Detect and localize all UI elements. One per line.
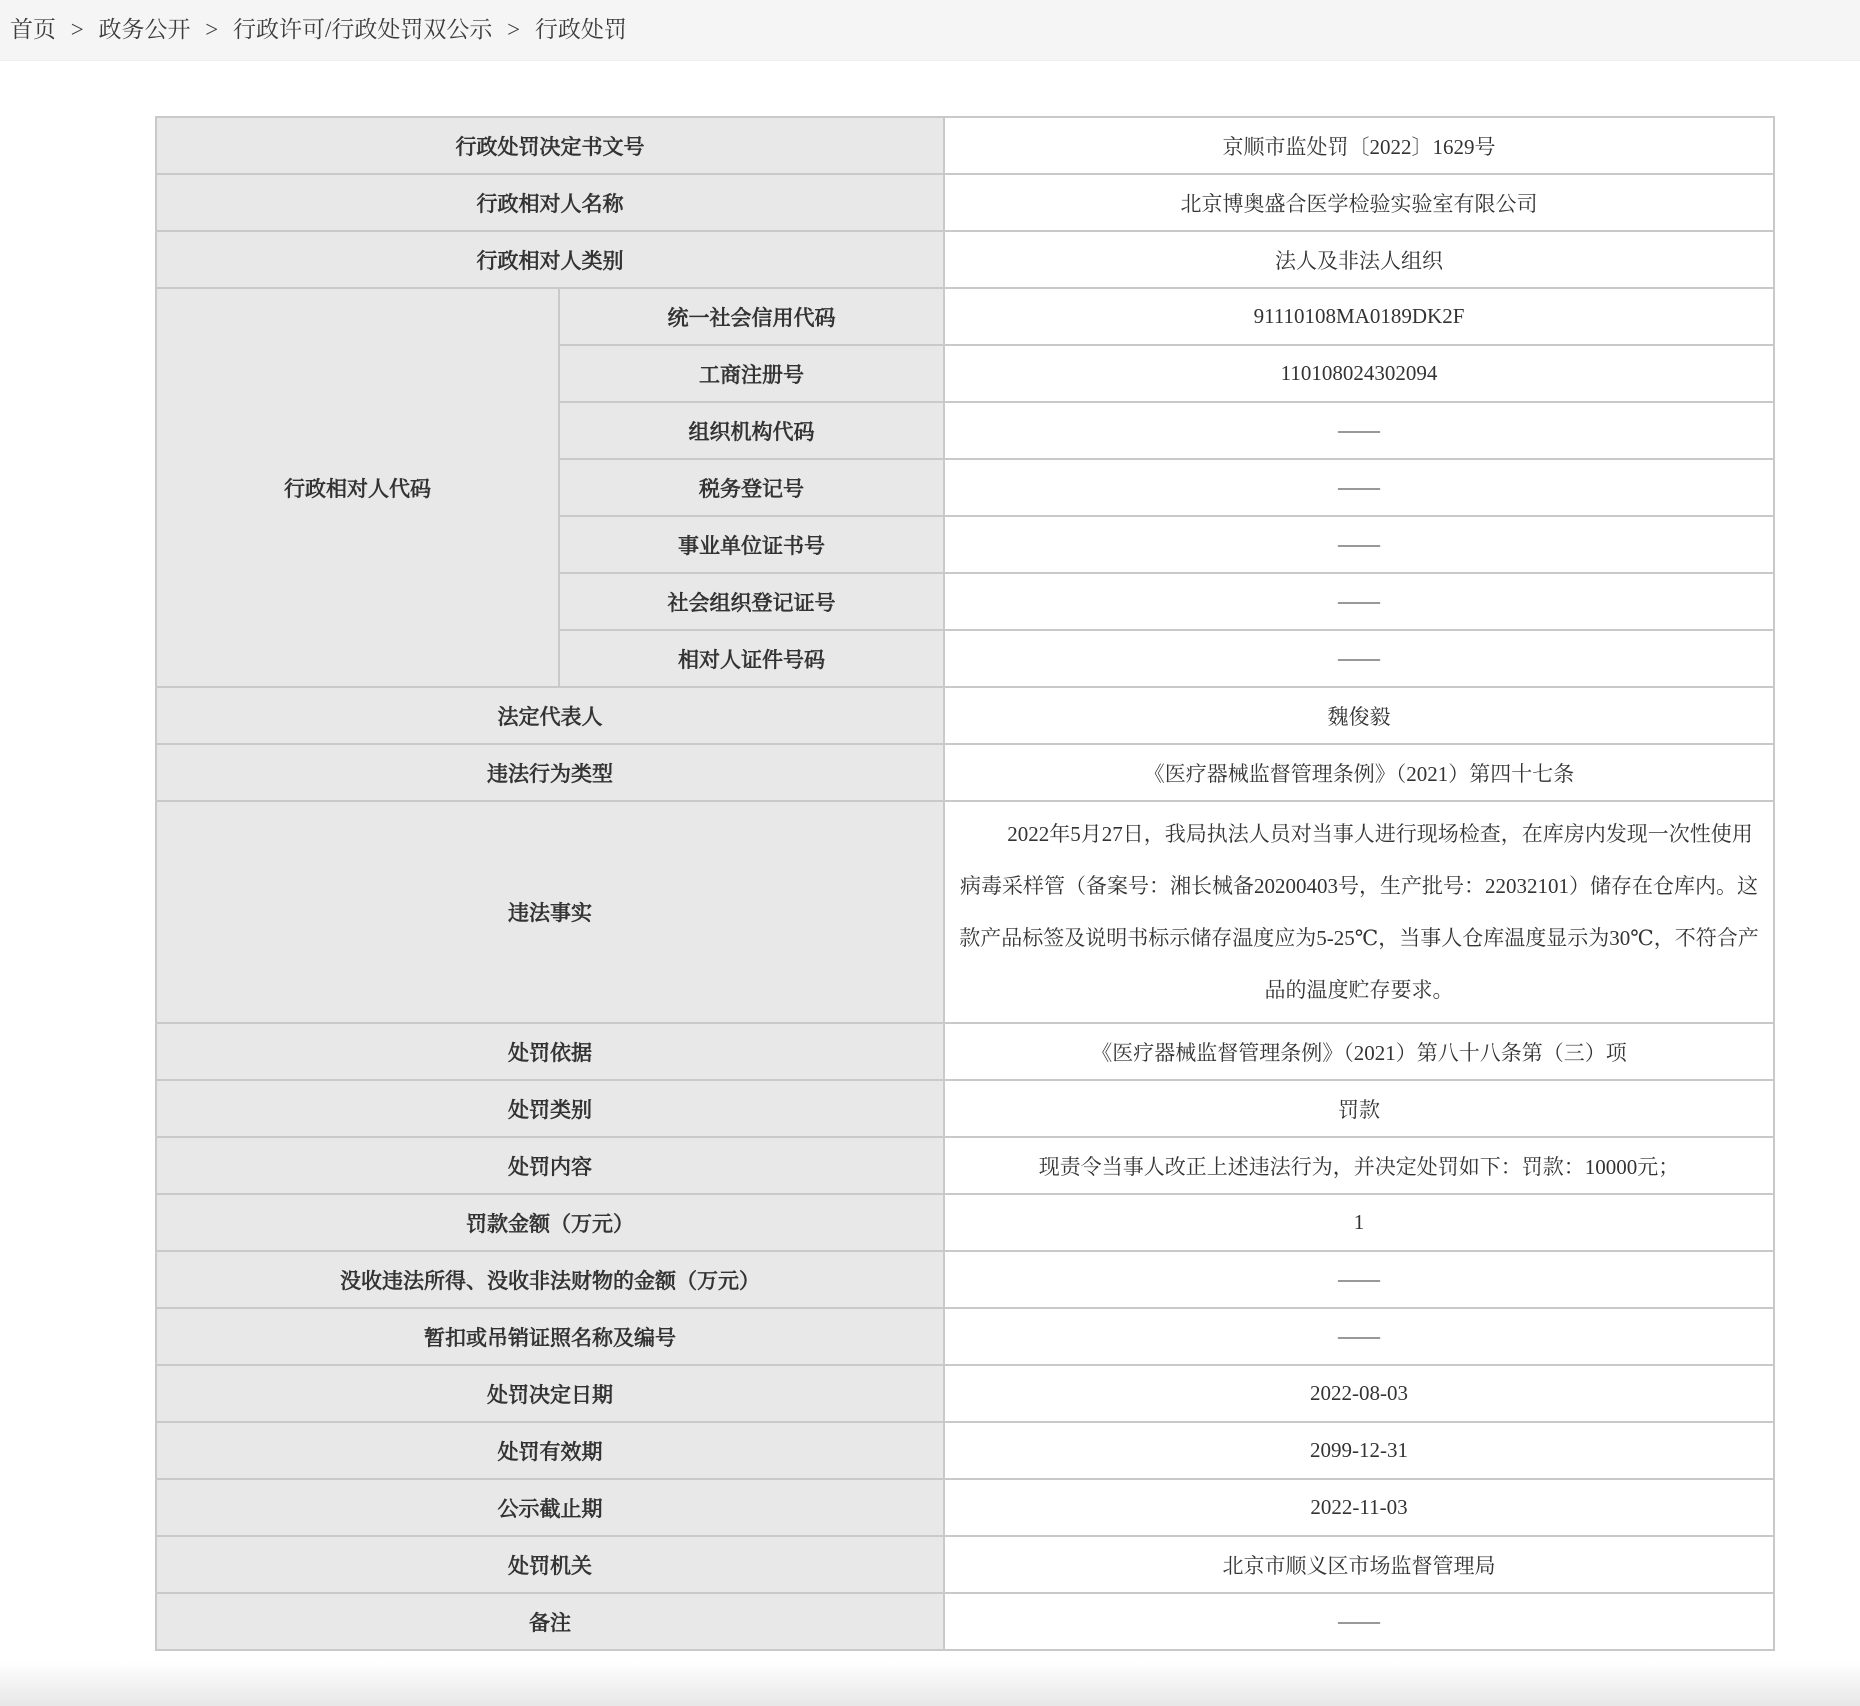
row-value: —— bbox=[944, 630, 1774, 687]
table-row-party-name bbox=[156, 174, 1774, 231]
breadcrumb-item-gov-info[interactable]: 政务公开 bbox=[98, 17, 191, 42]
row-label: 法定代表人 bbox=[156, 687, 944, 744]
row-value: 现责令当事人改正上述违法行为，并决定处罚如下：罚款：10000元； bbox=[944, 1137, 1774, 1194]
table-row-confiscation-amount bbox=[156, 1251, 1774, 1308]
breadcrumb-item-home[interactable]: 首页 bbox=[10, 17, 56, 42]
row-value: 魏俊毅 bbox=[944, 687, 1774, 744]
row-label: 备注 bbox=[156, 1593, 944, 1650]
row-label: 没收违法所得、没收非法财物的金额（万元） bbox=[156, 1251, 944, 1308]
row-value: 1 bbox=[944, 1194, 1774, 1251]
row-label: 处罚决定日期 bbox=[156, 1365, 944, 1422]
row-value: —— bbox=[944, 1251, 1774, 1308]
breadcrumb-item-penalty[interactable]: 行政处罚 bbox=[534, 17, 627, 42]
row-value: 2022年5月27日，我局执法人员对当事人进行现场检查，在库房内发现一次性使用病毒采样管（备案号：湘长械备20200403号，生产批号：22032101）储存在仓库内。这款产品标签及说明书标示储存温度应为5-25℃，当事人仓库温度显示为30℃，不符合产品的温度贮存要求。 bbox=[944, 801, 1774, 1023]
row-value: —— bbox=[944, 516, 1774, 573]
row-value: —— bbox=[944, 459, 1774, 516]
penalty-table bbox=[155, 116, 1775, 1651]
row-label: 行政相对人名称 bbox=[156, 174, 944, 231]
row-label: 处罚有效期 bbox=[156, 1422, 944, 1479]
row-label: 行政相对人类别 bbox=[156, 231, 944, 288]
row-value: 京顺市监处罚〔2022〕1629号 bbox=[944, 117, 1774, 174]
row-value: —— bbox=[944, 573, 1774, 630]
row-value: 法人及非法人组织 bbox=[944, 231, 1774, 288]
table-row-party-category bbox=[156, 231, 1774, 288]
row-sublabel: 社会组织登记证号 bbox=[559, 573, 944, 630]
breadcrumb-separator: > bbox=[507, 17, 521, 42]
table-row-validity-date bbox=[156, 1422, 1774, 1479]
breadcrumb-item-dual-publicity[interactable]: 行政许可/行政处罚双公示 bbox=[232, 17, 493, 42]
row-label: 处罚类别 bbox=[156, 1080, 944, 1137]
table-row-violation-facts bbox=[156, 801, 1774, 1023]
row-label: 处罚机关 bbox=[156, 1536, 944, 1593]
penalty-table-container bbox=[155, 116, 1860, 1651]
row-value: —— bbox=[944, 1593, 1774, 1650]
table-row-legal-representative bbox=[156, 687, 1774, 744]
row-label: 罚款金额（万元） bbox=[156, 1194, 944, 1251]
table-row-violation-type bbox=[156, 744, 1774, 801]
row-sublabel: 相对人证件号码 bbox=[559, 630, 944, 687]
table-row-remarks bbox=[156, 1593, 1774, 1650]
table-row-penalty-authority bbox=[156, 1536, 1774, 1593]
row-value: —— bbox=[944, 1308, 1774, 1365]
row-sublabel: 事业单位证书号 bbox=[559, 516, 944, 573]
table-row-decision-number bbox=[156, 117, 1774, 174]
row-value: 2099-12-31 bbox=[944, 1422, 1774, 1479]
row-value: 罚款 bbox=[944, 1080, 1774, 1137]
table-row-penalty-category bbox=[156, 1080, 1774, 1137]
row-value: 110108024302094 bbox=[944, 345, 1774, 402]
table-row-penalty-basis bbox=[156, 1023, 1774, 1080]
row-label: 行政处罚决定书文号 bbox=[156, 117, 944, 174]
table-row-license-revocation bbox=[156, 1308, 1774, 1365]
row-sublabel: 统一社会信用代码 bbox=[559, 288, 944, 345]
row-sublabel: 工商注册号 bbox=[559, 345, 944, 402]
row-value: —— bbox=[944, 402, 1774, 459]
footer-band bbox=[0, 1662, 1860, 1706]
row-label: 违法行为类型 bbox=[156, 744, 944, 801]
row-value: 91110108MA0189DK2F bbox=[944, 288, 1774, 345]
breadcrumb-separator: > bbox=[205, 17, 219, 42]
row-label: 违法事实 bbox=[156, 801, 944, 1023]
row-sublabel: 税务登记号 bbox=[559, 459, 944, 516]
row-label: 暂扣或吊销证照名称及编号 bbox=[156, 1308, 944, 1365]
row-label: 公示截止期 bbox=[156, 1479, 944, 1536]
table-row-credit-code bbox=[156, 288, 1774, 345]
row-value: 北京博奥盛合医学检验实验室有限公司 bbox=[944, 174, 1774, 231]
row-group-label: 行政相对人代码 bbox=[156, 288, 559, 687]
table-row-penalty-content bbox=[156, 1137, 1774, 1194]
row-label: 处罚依据 bbox=[156, 1023, 944, 1080]
row-value: 《医疗器械监督管理条例》（2021）第四十七条 bbox=[944, 744, 1774, 801]
row-label: 处罚内容 bbox=[156, 1137, 944, 1194]
table-row-publicity-deadline bbox=[156, 1479, 1774, 1536]
row-value: 2022-08-03 bbox=[944, 1365, 1774, 1422]
row-sublabel: 组织机构代码 bbox=[559, 402, 944, 459]
breadcrumb-separator: > bbox=[70, 17, 84, 42]
row-value: 2022-11-03 bbox=[944, 1479, 1774, 1536]
table-row-decision-date bbox=[156, 1365, 1774, 1422]
row-value: 北京市顺义区市场监督管理局 bbox=[944, 1536, 1774, 1593]
breadcrumb bbox=[0, 0, 1860, 61]
table-row-fine-amount bbox=[156, 1194, 1774, 1251]
row-value: 《医疗器械监督管理条例》（2021）第八十八条第（三）项 bbox=[944, 1023, 1774, 1080]
